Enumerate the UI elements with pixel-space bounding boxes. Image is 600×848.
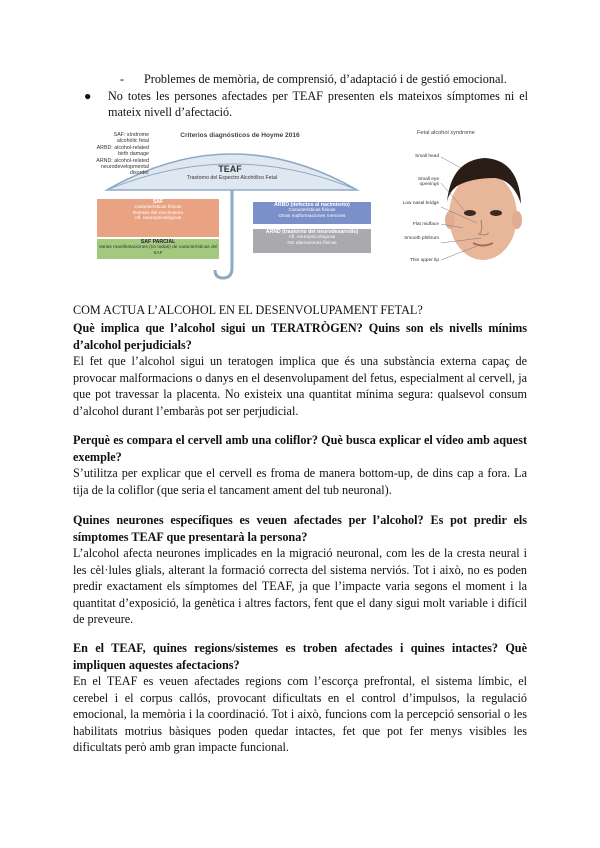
answer-paragraph: El fet que l’alcohol sigui un teratogen implica que és una substància externa capaç de provocar malformacions o danys en el desenvolupament del fetus, especialment al cervell, ja que pot travessar la placenta. No existeix una quantitat mínima segura: qualsevol consum d’alcohol durant l’embaràs pot ser perjudicial. (73, 354, 527, 418)
arnd-line: Afl. neuropsicológicas (288, 235, 336, 240)
arbd-heading: ARBD (defectos al nacimiento) (274, 202, 350, 208)
saf-parcial-box (97, 239, 219, 259)
arnd-box (253, 229, 371, 253)
dash-item-text: Problemes de memòria, de comprensió, d’adaptació i de gestió emocional. (144, 72, 507, 86)
arnd-line: NO alteraciones físicas (287, 240, 337, 246)
criteria-title: Criterios diagnósticos de Hoyme 2016 (180, 132, 300, 139)
face-label: Thin upper lip (409, 258, 439, 263)
teaf-title: TEAF (218, 164, 242, 174)
legend-line: disorder (129, 170, 149, 177)
bullet-marker: ● (84, 89, 92, 103)
question-heading: Perquè es compara el cervell amb una coliflor? Què busca explicar el vídeo amb aquest exemple? (73, 433, 527, 464)
saf-heading: SAF (152, 199, 164, 205)
legend-line: SAF: síndrome (113, 132, 149, 138)
saf-line: Retraso del crecimiento (132, 210, 184, 216)
legend-line: birth damage (118, 151, 149, 158)
legend-line: ARND: alcohol-related (96, 157, 149, 164)
legend-line: neurodevelopmental (100, 164, 149, 171)
figure-legend (87, 132, 149, 177)
legend-line: alcohòlic fetal (116, 138, 149, 145)
face-title: Fetal alcohol syndrome (417, 130, 475, 136)
answer-paragraph: En el TEAF es veuen afectades regions com l’escorça prefrontal, el sistema límbic, el cerebel i el corpus callós, provocant dificultats en el control d’impulsos, la regulació emocional, la memòria i la coordinació. Tot i això, funcions com la percepció sensorial o les habilitats motrius bàsiques poden quedar intactes, fet que pot fer menys visibles les dificultats però amb gran impacte funcional. (73, 674, 527, 755)
teaf-figure (87, 128, 527, 283)
bullet-item-text: No totes les persones afectades per TEAF presenten els mateixos símptomes ni el mateix nivell d’afectació. (108, 89, 528, 119)
face-label: Flat midface (412, 222, 439, 227)
face-label: Smooth philtrum (404, 236, 439, 241)
face-illustration (399, 128, 527, 283)
saf-parcial-line: Varias manifestaciones (no todas) de características del (98, 245, 218, 250)
question-heading: En el TEAF, quines regions/sistemes es troben afectades i quines intactes? Què impliquen aquestes afectacions? (73, 641, 527, 672)
saf-line: Afl. neuropsicológicas (134, 216, 182, 222)
answer-paragraph: S’utilitza per explicar que el cervell es froma de manera bottom-up, de dins cap a fora. La tija de la coliflor (que seria el tancament ament del tub neuronal). (73, 466, 527, 497)
section-title: COM ACTUA L’ALCOHOL EN EL DESENVOLUPAMENT FETAL? (73, 303, 423, 317)
saf-box (97, 199, 219, 237)
face-label: Small eye openings (417, 177, 439, 188)
arbd-line: Características físicas (288, 208, 336, 213)
saf-parcial-heading: SAF PARCIAL (140, 239, 176, 245)
arbd-line: Otras malformaciones menores (278, 213, 346, 219)
arnd-heading: ARND (trastorno del neurodesarrollo) (265, 229, 359, 235)
answer-paragraph: L’alcohol afecta neurones implicades en la migració neuronal, com les de la cresta neural i les cèl·lules glials, alterant la formació correcta del sistema nerviós. Tot i això, no es poden predir exactament els símptomes del TEAF, ja que l’impacte varia segons el moment i la quantitat d’exposició, la genètica i altres factors, fent que el dany sigui molt variable i difícil de preveure. (73, 546, 527, 627)
question-heading: Quines neurones específiques es veuen afectades per l’alcohol? Es pot predir els símptomes TEAF que presentarà la persona? (73, 513, 527, 544)
question-heading: Què implica que l’alcohol sigui un TERATRÒGEN? Quins son els nivells mínims d’alcohol perjudicials? (73, 321, 527, 352)
dash-marker: - (120, 72, 125, 86)
face-label: Small head (415, 154, 439, 159)
face-label: Low nasal bridge (402, 201, 439, 206)
saf-line: Características físicas (134, 205, 182, 210)
saf-parcial-line: SAF (153, 250, 163, 256)
arbd-box (253, 202, 371, 224)
legend-line: ARBD: alcohol-related (96, 144, 149, 151)
teaf-subtitle: Trastorno del Espectro Alcohólico Fetal (186, 175, 278, 181)
